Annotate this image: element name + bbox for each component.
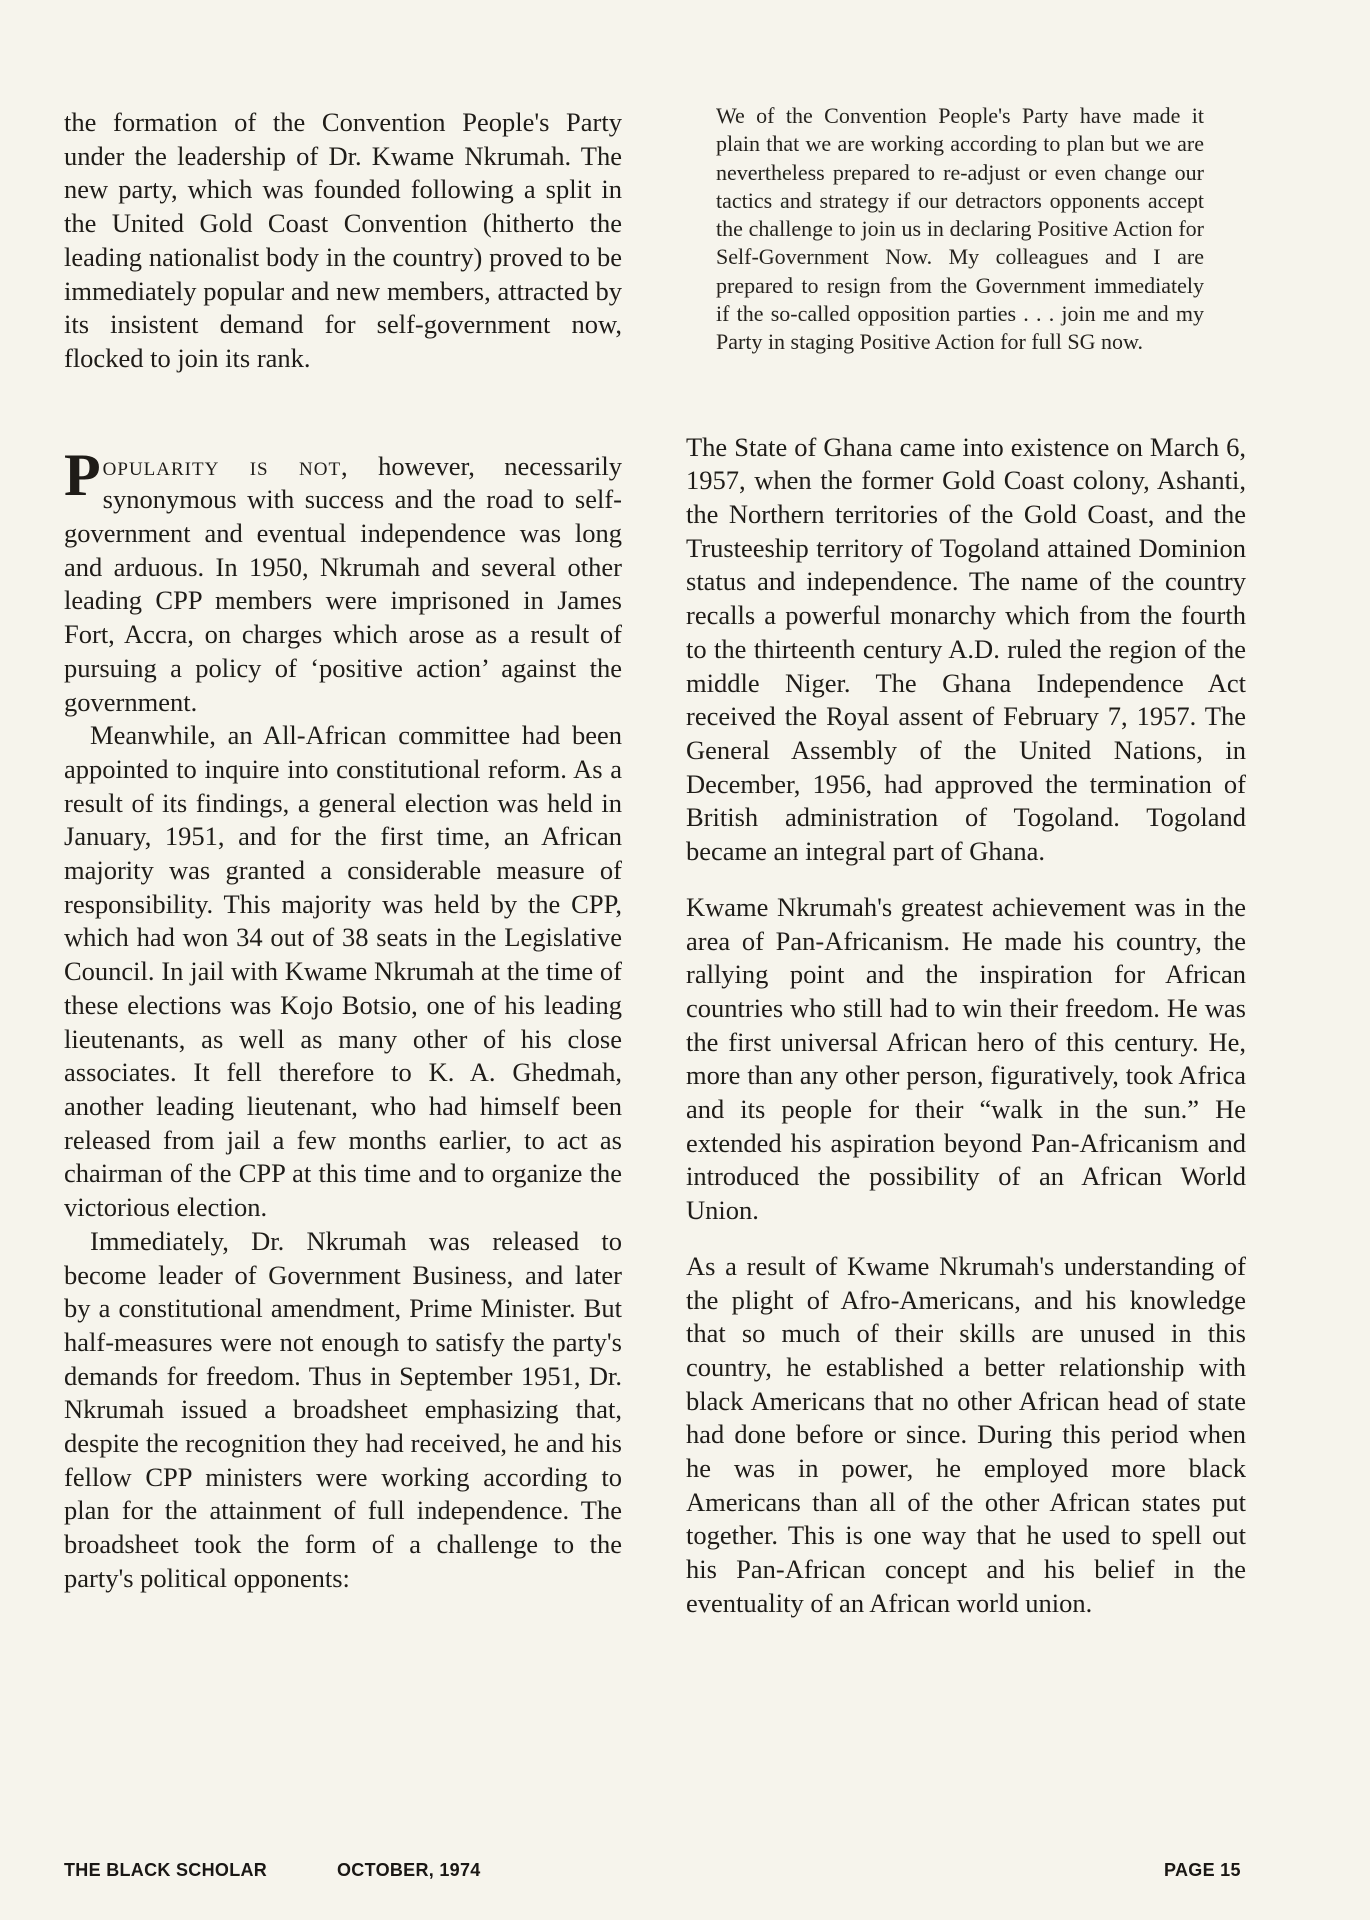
paragraph: the formation of the Convention People's Party under the leadership of Dr. Kwame Nkrumah. The new party, which was founded following a split in the United Gold Coast Convention (hitherto the leading nationalist body in the country) proved to be immediately popular and new members, attracted by its insistent demand for self-government now, flocked to join its rank. [64, 107, 622, 373]
paragraph: As a result of Kwame Nkrumah's understanding of the plight of Afro-Americans, and his knowledge that so much of their skills are unused in this country, he established a better relationship with black Americans that no other African head of state had done before or since. During this period when he was in power, he employed more black Americans than all of the other African states put together. This is one way that he used to spell out his Pan-African concept and his belief in the eventuality of an African world union. [686, 1250, 1246, 1618]
block-quote: We of the Convention People's Party have made it plain that we are working according to plan but we are nevertheless prepared to re-adjust or even change our tactics and strategy if our detractors opponents accept the challenge to join us in declaring Positive Action for Self-Government Now. My colleagues and I are prepared to resign from the Government immediately if the so-called opposition parties . . . join me and my Party in staging Positive Action for full SG now. [716, 103, 1204, 355]
small-caps-lead: opularity is not, [102, 450, 349, 481]
right-column [686, 103, 1246, 1621]
paragraph-text: however, necessarily synonymous with success and the road to self-government and eventual independence was long and arduous. In 1950, Nkrumah and several other leading CPP members were imprisoned in James Fort, Accra, on charges which arose as a result of pursuing a policy of ‘positive action’ against the government. [64, 450, 622, 717]
paragraph-with-dropcap [64, 441, 622, 720]
drop-cap: P [64, 441, 101, 508]
paragraph: Meanwhile, an All-African committee had been appointed to inquire into constitutional reform. As a result of its findings, a general election was held in January, 1951, and for the first time, an African majority was granted a considerable measure of responsibility. This majority was held by the CPP, which had won 34 out of 38 seats in the Legislative Council. In jail with Kwame Nkrumah at the time of these elections was Kojo Botsio, one of his leading lieutenants, as well as many other of his close associates. It fell therefore to K. A. Ghedmah, another leading lieutenant, who had himself been released from jail a few months earlier, to act as chairman of the CPP at this time and to organize the victorious election. [64, 720, 622, 1223]
paragraph: The State of Ghana came into existence on March 6, 1957, when the former Gold Coast colony, Ashanti, the Northern territories of the Gold Coast, and the Trusteeship territory of Togoland attained Dominion status and independence. The name of the country recalls a powerful monarchy which from the fourth to the thirteenth century A.D. ruled the region of the middle Niger. The Ghana Independence Act received the Royal assent of February 7, 1957. The General Assembly of the United Nations, in December, 1956, had approved the termination of British administration of Togoland. Togoland became an integral part of Ghana. [686, 431, 1246, 867]
footer-page-number: PAGE 15 [1164, 1860, 1241, 1880]
footer-publication: THE BLACK SCHOLAR [64, 1860, 268, 1880]
left-column [64, 106, 622, 1596]
footer-date: OCTOBER, 1974 [337, 1860, 481, 1880]
paragraph: Kwame Nkrumah's greatest achievement was in the area of Pan-Africanism. He made his country, the rallying point and the inspiration for African countries who still had to win their freedom. He was the first universal African hero of this century. He, more than any other person, figuratively, took Africa and its people for their “walk in the sun.” He extended his aspiration beyond Pan-Africanism and introduced the possibility of an African World Union. [686, 891, 1246, 1226]
paragraph: Immediately, Dr. Nkrumah was released to become leader of Government Business, and later by a constitutional amendment, Prime Minister. But half-measures were not enough to satisfy the party's demands for freedom. Thus in September 1951, Dr. Nkrumah issued a broadsheet emphasizing that, despite the recognition they had received, he and his fellow CPP ministers were working according to plan for the attainment of full independence. The broadsheet took the form of a challenge to the party's political opponents: [64, 1225, 622, 1593]
